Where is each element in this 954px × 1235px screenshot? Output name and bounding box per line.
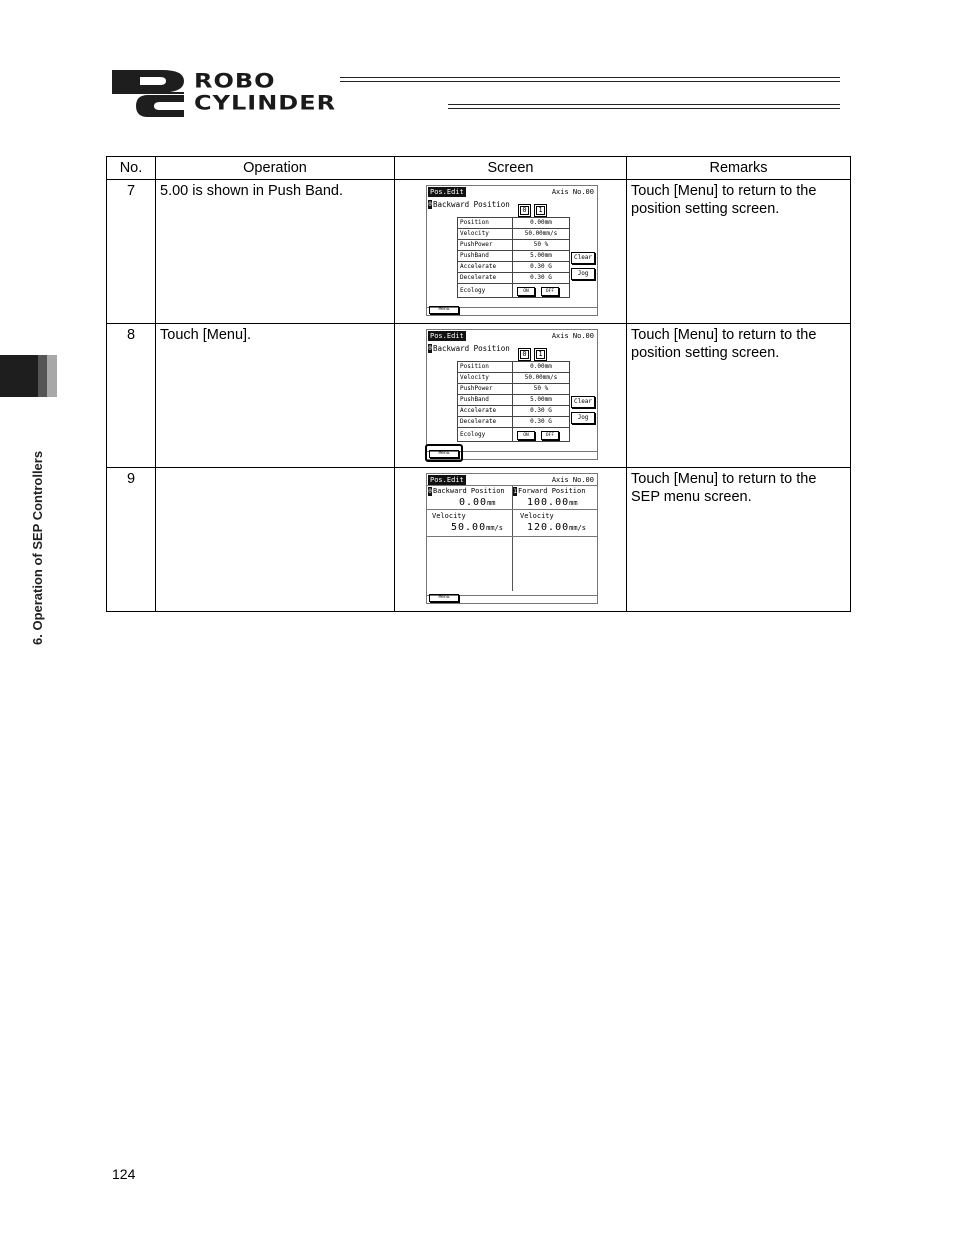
forward-position-value — [527, 497, 578, 509]
value-text: 120.00 — [527, 522, 570, 533]
position-name: Backward Position — [433, 344, 510, 353]
param-label: PushPower — [458, 240, 513, 251]
screen-title: Pos.Edit — [430, 188, 464, 196]
param-label: Decelerate — [458, 273, 513, 284]
param-row — [458, 251, 570, 262]
prev-position-button[interactable]: 0 — [518, 348, 531, 361]
value-text: 0.00 — [459, 497, 488, 508]
parameter-table — [457, 361, 570, 442]
param-value[interactable]: 5.00mm — [513, 251, 570, 262]
param-label: Decelerate — [458, 417, 513, 428]
param-row — [458, 218, 570, 229]
logo-word-robo: ROBO — [194, 69, 276, 93]
header-remarks: Remarks — [627, 157, 851, 180]
param-row — [458, 240, 570, 251]
logo-word-cylinder: CYLINDER — [194, 91, 337, 115]
param-label: Velocity — [458, 373, 513, 384]
param-label: PushBand — [458, 395, 513, 406]
chapter-tab-light — [47, 355, 57, 397]
page-number: 124 — [112, 1166, 136, 1182]
param-value[interactable]: 50 % — [513, 240, 570, 251]
header-rule-bottom — [448, 104, 840, 109]
ecology-off-button[interactable]: OFF — [541, 287, 559, 296]
jog-button[interactable]: Jog — [571, 268, 595, 280]
param-label: Accelerate — [458, 406, 513, 417]
row-operation: Touch [Menu]. — [156, 324, 395, 468]
row-divider — [427, 509, 597, 510]
touch-panel-screen — [426, 473, 598, 604]
menu-touch-highlight — [425, 444, 463, 462]
position-name: Backward Position — [433, 487, 505, 495]
row-number: 9 — [107, 468, 156, 612]
velocity-label: Velocity — [432, 512, 466, 520]
param-value[interactable]: 0.00mm — [513, 218, 570, 229]
header-no: No. — [107, 157, 156, 180]
param-row — [458, 428, 570, 442]
value-unit: mm/s — [486, 524, 503, 532]
param-value[interactable]: 0.30 G — [513, 262, 570, 273]
param-label: Ecology — [458, 428, 513, 442]
param-label: PushPower — [458, 384, 513, 395]
column-divider — [512, 486, 513, 591]
forward-velocity-value — [527, 522, 586, 534]
row-number: 7 — [107, 180, 156, 324]
param-label: Accelerate — [458, 262, 513, 273]
param-label: Position — [458, 218, 513, 229]
param-value[interactable]: 0.30 G — [513, 406, 570, 417]
position-name: Backward Position — [433, 200, 510, 209]
param-value[interactable]: 50.00mm/s — [513, 229, 570, 240]
param-value[interactable]: 5.00mm — [513, 395, 570, 406]
param-label: Ecology — [458, 284, 513, 298]
param-row — [458, 362, 570, 373]
menu-button[interactable]: Menu — [429, 306, 459, 314]
param-value[interactable]: 50 % — [513, 384, 570, 395]
next-position-button[interactable]: 1 — [534, 204, 547, 217]
clear-button[interactable]: Clear — [571, 252, 595, 264]
row-screen — [395, 468, 627, 612]
row-operation — [156, 468, 395, 612]
param-row — [458, 395, 570, 406]
chapter-tab-mid — [38, 355, 47, 397]
param-value[interactable]: 0.30 G — [513, 417, 570, 428]
param-row — [458, 229, 570, 240]
axis-number: Axis No.00 — [551, 188, 594, 196]
row-remarks: Touch [Menu] to return to the SEP menu screen. — [627, 468, 851, 612]
value-text: 50.00 — [451, 522, 487, 533]
backward-position-header[interactable] — [428, 487, 505, 496]
robo-cylinder-logo — [110, 68, 850, 120]
value-unit: mm — [569, 499, 578, 507]
row-number: 8 — [107, 324, 156, 468]
param-row — [458, 373, 570, 384]
ecology-on-button[interactable]: ON — [517, 431, 535, 440]
param-row — [458, 384, 570, 395]
row-remarks: Touch [Menu] to return to the position setting screen. — [627, 324, 851, 468]
backward-position-value — [459, 497, 496, 509]
operation-table — [106, 156, 851, 612]
value-unit: mm/s — [569, 524, 586, 532]
position-number: 1 — [513, 488, 517, 495]
forward-position-header[interactable] — [513, 487, 585, 496]
next-position-button[interactable]: 1 — [534, 348, 547, 361]
prev-position-button[interactable]: 0 — [518, 204, 531, 217]
axis-number: Axis No.00 — [551, 332, 594, 340]
ecology-toggle — [513, 284, 570, 298]
chapter-label: 6. Operation of SEP Controllers — [30, 450, 45, 645]
param-label: PushBand — [458, 251, 513, 262]
row-screen — [395, 324, 627, 468]
table-row — [107, 180, 851, 324]
backward-velocity-value — [451, 522, 503, 534]
row-operation: 5.00 is shown in Push Band. — [156, 180, 395, 324]
screen-title: Pos.Edit — [430, 332, 464, 340]
header-operation: Operation — [156, 157, 395, 180]
header-screen: Screen — [395, 157, 627, 180]
value-text: 100.00 — [527, 497, 570, 508]
chapter-tab-dark — [0, 355, 38, 397]
param-value[interactable]: 0.00mm — [513, 362, 570, 373]
position-number: 0 — [428, 201, 432, 208]
value-unit: mm — [487, 499, 496, 507]
menu-button[interactable]: Menu — [429, 594, 459, 602]
position-header — [428, 344, 510, 354]
touch-panel-screen — [426, 185, 598, 316]
table-row — [107, 324, 851, 468]
clear-button[interactable]: Clear — [571, 396, 595, 408]
rc-logo-mark — [110, 68, 186, 118]
ecology-off-button[interactable]: OFF — [541, 431, 559, 440]
param-row — [458, 406, 570, 417]
param-row — [458, 284, 570, 298]
param-label: Velocity — [458, 229, 513, 240]
menu-button[interactable]: Menu — [429, 450, 459, 458]
parameter-table — [457, 217, 570, 298]
touch-panel-screen — [426, 329, 598, 460]
position-number: 0 — [428, 345, 432, 352]
param-row — [458, 417, 570, 428]
position-arrows — [518, 200, 550, 217]
velocity-label: Velocity — [520, 512, 554, 520]
row-divider — [427, 536, 597, 537]
table-row — [107, 468, 851, 612]
row-remarks: Touch [Menu] to return to the position setting screen. — [627, 180, 851, 324]
row-screen — [395, 180, 627, 324]
header-rule-top — [340, 77, 840, 82]
param-label: Position — [458, 362, 513, 373]
screen-title: Pos.Edit — [430, 476, 464, 484]
param-value[interactable]: 0.30 G — [513, 273, 570, 284]
table-header-row — [107, 157, 851, 180]
ecology-on-button[interactable]: ON — [517, 287, 535, 296]
position-name: Forward Position — [518, 487, 586, 495]
position-number: 0 — [428, 488, 432, 495]
ecology-toggle — [513, 428, 570, 442]
param-value[interactable]: 50.00mm/s — [513, 373, 570, 384]
axis-number: Axis No.00 — [551, 476, 594, 484]
position-header — [428, 200, 510, 210]
jog-button[interactable]: Jog — [571, 412, 595, 424]
param-row — [458, 273, 570, 284]
position-arrows — [518, 344, 550, 361]
param-row — [458, 262, 570, 273]
